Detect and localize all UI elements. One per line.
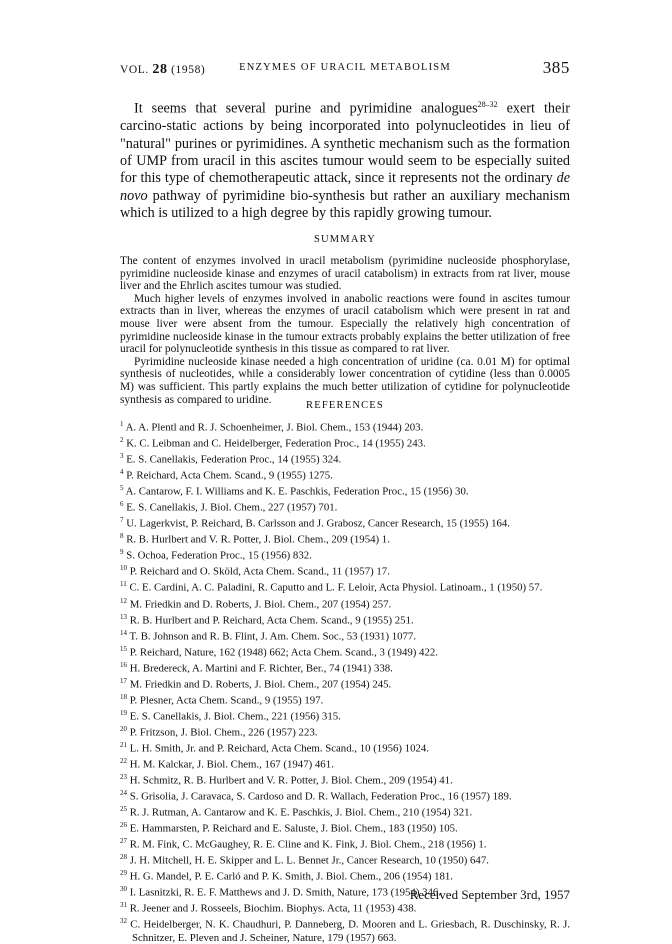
reference-text: K. C. Leibman and C. Heidelberger, Federation Proc., 14 (1955) 243. xyxy=(123,437,426,450)
reference-number: 7 xyxy=(120,516,124,525)
reference-item xyxy=(120,595,570,611)
reference-text: P. Plesner, Acta Chem. Scand., 9 (1955) 197. xyxy=(127,694,324,707)
reference-item xyxy=(120,851,570,867)
reference-item xyxy=(120,707,570,723)
reference-text: R. Jeener and J. Rosseels, Biochim. Biophys. Acta, 11 (1953) 438. xyxy=(127,903,417,915)
reference-text: L. H. Smith, Jr. and P. Reichard, Acta Chem. Scand., 10 (1956) 1024. xyxy=(127,742,429,755)
reference-text: P. Fritzson, J. Biol. Chem., 226 (1957) 223. xyxy=(127,726,318,739)
reference-text: E. S. Canellakis, J. Biol. Chem., 227 (1957) 701. xyxy=(123,501,338,514)
reference-text: C. Heidelberger, N. K. Chaudhuri, P. Danneberg, D. Mooren and L. Griesbach, R. Duschinsky, R. J. Schnitzer, E. Pleven and J. Scheiner, Nature, 179 (1957) 663. xyxy=(127,919,570,944)
italic-term: de novo xyxy=(120,170,570,204)
reference-number: 3 xyxy=(120,452,124,461)
reference-text: R. B. Hurlbert and V. R. Potter, J. Biol. Chem., 209 (1954) 1. xyxy=(123,533,390,546)
reference-number: 13 xyxy=(120,612,127,621)
reference-item xyxy=(120,530,570,546)
volume-info: VOL. 28 (1958) xyxy=(120,62,206,77)
reference-number: 10 xyxy=(120,564,127,573)
reference-text: P. Reichard and O. Sköld, Acta Chem. Scand., 11 (1957) 17. xyxy=(127,566,390,579)
reference-item xyxy=(120,418,570,434)
summary-paragraph-2: Much higher levels of enzymes involved in anabolic reactions were found in ascites tumour extracts than in liver, whereas the enzymes of uracil catabolism which were present in rat and mouse liver were absent from the tumour. Especially the relatively high concentration of pyrimidine nucleoside kinase in the tumour extracts probably explains the better utilization of free uracil for polynucleotide synthesis in this tissue as compared to rat liver. xyxy=(120,292,570,356)
summary-paragraph-1: The content of enzymes involved in uracil metabolism (pyrimidine nucleoside phosphorylase, pyrimidine nucleoside kinase and enzymes of uracil catabolism) in extracts from rat liver, mouse liver and the Ehrlich ascites tumour was studied. xyxy=(120,255,570,293)
reference-text: S. Grisolia, J. Caravaca, S. Cardoso and D. R. Wallach, Federation Proc., 16 (1957) 189. xyxy=(127,790,512,803)
volume-year: (1958) xyxy=(171,64,206,76)
reference-text: E. S. Canellakis, Federation Proc., 14 (1955) 324. xyxy=(123,453,342,466)
reference-number: 29 xyxy=(120,869,127,878)
reference-number: 14 xyxy=(120,628,127,637)
reference-item xyxy=(120,466,570,482)
reference-item xyxy=(120,627,570,643)
reference-item xyxy=(120,643,570,659)
reference-item xyxy=(120,675,570,691)
reference-number: 12 xyxy=(120,596,127,605)
reference-text: P. Reichard, Nature, 162 (1948) 662; Acta Chem. Scand., 3 (1949) 422. xyxy=(127,646,438,659)
reference-text: E. Hammarsten, P. Reichard and E. Saluste, J. Biol. Chem., 183 (1950) 105. xyxy=(127,822,458,835)
reference-item xyxy=(120,739,570,755)
reference-text: T. B. Johnson and R. B. Flint, J. Am. Chem. Soc., 53 (1931) 1077. xyxy=(127,630,417,643)
reference-number: 21 xyxy=(120,740,127,749)
reference-text: S. Ochoa, Federation Proc., 15 (1956) 832. xyxy=(123,549,312,562)
reference-number: 20 xyxy=(120,724,127,733)
reference-number: 5 xyxy=(120,484,124,493)
reference-number: 16 xyxy=(120,660,127,669)
reference-item xyxy=(120,819,570,835)
reference-number: 24 xyxy=(120,789,127,798)
reference-item xyxy=(120,691,570,707)
reference-number: 23 xyxy=(120,773,127,782)
reference-text: A. Cantarow, F. I. Williams and K. E. Paschkis, Federation Proc., 15 (1956) 30. xyxy=(123,485,469,498)
reference-number: 2 xyxy=(120,436,124,445)
reference-number: 4 xyxy=(120,468,124,477)
reference-text: U. Lagerkvist, P. Reichard, B. Carlsson and J. Grabosz, Cancer Research, 15 (1955) 164. xyxy=(123,517,510,530)
reference-item xyxy=(120,482,570,498)
reference-number: 1 xyxy=(120,420,124,428)
reference-item xyxy=(120,546,570,562)
reference-item xyxy=(120,450,570,466)
reference-text: E. S. Canellakis, J. Biol. Chem., 221 (1956) 315. xyxy=(127,710,341,723)
reference-text: I. Lasnitzki, R. E. F. Matthews and J. D. Smith, Nature, 173 (1954) 346. xyxy=(127,886,442,899)
reference-item xyxy=(120,835,570,851)
reference-text: J. H. Mitchell, H. E. Skipper and L. L. Bennet Jr., Cancer Research, 10 (1950) 647. xyxy=(127,854,489,867)
reference-number: 9 xyxy=(120,548,124,557)
reference-number: 18 xyxy=(120,692,127,701)
reference-item xyxy=(120,514,570,530)
reference-number: 17 xyxy=(120,676,127,685)
reference-text: A. A. Plentl and R. J. Schoenheimer, J. Biol. Chem., 153 (1944) 203. xyxy=(123,421,424,434)
citation-superscript: 28–32 xyxy=(477,100,498,109)
reference-item xyxy=(120,611,570,627)
received-date: Received September 3rd, 1957 xyxy=(409,887,570,902)
running-header xyxy=(120,58,570,84)
reference-text: H. Schmitz, R. B. Hurlbert and V. R. Potter, J. Biol. Chem., 209 (1954) 41. xyxy=(127,774,453,787)
volume-number: 28 xyxy=(152,62,168,77)
reference-number: 32 xyxy=(120,917,127,926)
reference-item xyxy=(120,578,570,594)
reference-item xyxy=(120,434,570,450)
running-title: ENZYMES OF URACIL METABOLISM xyxy=(239,62,451,73)
reference-number: 26 xyxy=(120,821,127,830)
reference-text: H. G. Mandel, P. E. Carló and P. K. Smith, J. Biol. Chem., 206 (1954) 181. xyxy=(127,870,454,883)
page-number: 385 xyxy=(542,58,570,77)
summary-heading: SUMMARY xyxy=(313,234,377,245)
reference-number: 28 xyxy=(120,853,127,862)
reference-item xyxy=(120,915,570,944)
reference-number: 22 xyxy=(120,756,127,765)
reference-number: 8 xyxy=(120,532,124,541)
reference-item xyxy=(120,562,570,578)
reference-text: R. J. Rutman, A. Cantarow and K. E. Paschkis, J. Biol. Chem., 210 (1954) 321. xyxy=(127,806,473,819)
reference-number: 19 xyxy=(120,708,127,717)
reference-text: P. Reichard, Acta Chem. Scand., 9 (1955) 1275. xyxy=(123,469,333,482)
reference-item xyxy=(120,787,570,803)
reference-text: C. E. Cardini, A. C. Paladini, R. Caputto and L. F. Leloir, Acta Physiol. Latinoam., 1 (1950) 57. xyxy=(126,582,543,595)
reference-number: 11 xyxy=(120,580,127,589)
reference-text: H. M. Kalckar, J. Biol. Chem., 167 (1947) 461. xyxy=(127,758,334,771)
reference-item xyxy=(120,771,570,787)
references-list xyxy=(120,418,570,944)
reference-number: 27 xyxy=(120,837,127,846)
summary-body xyxy=(120,255,570,406)
summary-paragraph-3: Pyrimidine nucleoside kinase needed a high concentration of uridine (ca. 0.01 M) for optimal synthesis of nucleotides, while a considerably lower concentration of cytidine (less than 0.0005 M) was sufficient. This partly explains the much better utilization of cytidine for polynucleotide synthesis as compared to uridine. xyxy=(120,355,570,406)
reference-item xyxy=(120,498,570,514)
references-heading: REFERENCES xyxy=(306,400,384,411)
reference-item xyxy=(120,803,570,819)
reference-item xyxy=(120,867,570,883)
reference-text: R. M. Fink, C. McGaughey, R. E. Cline and K. Fink, J. Biol. Chem., 218 (1956) 1. xyxy=(127,838,487,851)
reference-item xyxy=(120,659,570,675)
reference-number: 25 xyxy=(120,805,127,814)
reference-item xyxy=(120,723,570,739)
reference-number: 30 xyxy=(120,885,127,894)
intro-paragraph: It seems that several purine and pyrimidine analogues$^{28-32}$ exert their carcino-static actions by being incorporated into polynucleotides in lieu of "natural" purines or pyrimidines. A synthetic mechanism such as the formation of UMP from uracil in this ascites tumour would seem to be especially suited for this type of chemotherapeutic attack, since it represents not the ordinary de novo pathway of pyrimidine bio-synthesis but rather an auxiliary mechanism which is utilized to a high degree by this rapidly growing tumour. xyxy=(120,100,570,222)
reference-number: 15 xyxy=(120,644,127,653)
reference-text: R. B. Hurlbert and P. Reichard, Acta Chem. Scand., 9 (1955) 251. xyxy=(127,614,414,627)
reference-number: 31 xyxy=(120,901,127,910)
reference-text: M. Friedkin and D. Roberts, J. Biol. Chem., 207 (1954) 245. xyxy=(127,678,392,691)
reference-number: 6 xyxy=(120,500,124,509)
reference-item xyxy=(120,755,570,771)
reference-text: H. Bredereck, A. Martini and F. Richter, Ber., 74 (1941) 338. xyxy=(127,662,393,675)
reference-text: M. Friedkin and D. Roberts, J. Biol. Chem., 207 (1954) 257. xyxy=(127,598,392,611)
